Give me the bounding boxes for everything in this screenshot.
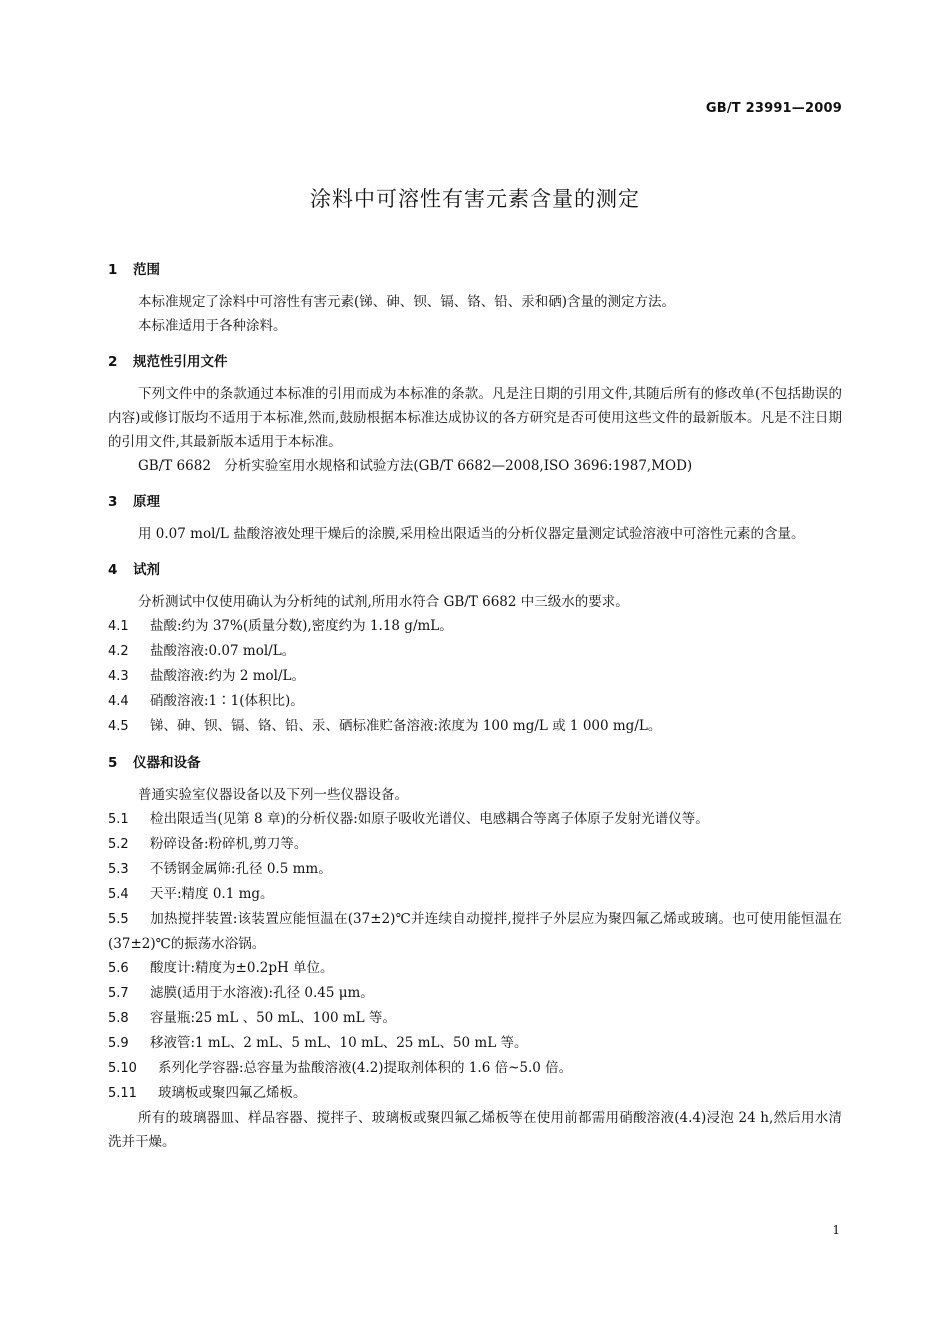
section-number: 4 xyxy=(108,562,118,578)
list-item xyxy=(108,907,842,956)
section-1-heading xyxy=(108,258,842,282)
document-body xyxy=(108,258,842,1154)
section-title: 原理 xyxy=(133,494,160,510)
paragraph: 普通实验室仪器设备以及下列一些仪器设备。 xyxy=(138,787,408,803)
list-item xyxy=(108,956,842,981)
section-2-heading xyxy=(108,350,842,374)
paragraph: 本标准规定了涂料中可溶性有害元素(锑、砷、钡、镉、铬、铅、汞和硒)含量的测定方法。 xyxy=(138,294,676,310)
item-number: 4.2 xyxy=(108,644,129,659)
item-number: 5.8 xyxy=(108,1011,129,1026)
list-item xyxy=(108,614,842,639)
item-number: 5.6 xyxy=(108,961,129,976)
item-number: 4.1 xyxy=(108,619,129,634)
list-item xyxy=(108,882,842,907)
item-number: 4.4 xyxy=(108,694,129,709)
section-5-heading xyxy=(108,751,842,775)
item-text: 移液管:1 mL、2 mL、5 mL、10 mL、25 mL、50 mL 等。 xyxy=(150,1035,528,1051)
item-text: 加热搅拌装置:该装置应能恒温在(37±2)℃并连续自动搅拌,搅拌子外层应为聚四氟乙烯或玻璃。也可使用能恒温在(37±2)℃的振荡水浴锅。 xyxy=(108,911,842,952)
list-item xyxy=(108,664,842,689)
item-text: 酸度计:精度为±0.2pH 单位。 xyxy=(150,960,334,976)
item-text: 锑、砷、钡、镉、铬、铅、汞、硒标准贮备溶液:浓度为 100 mg/L 或 1 000 mg/L。 xyxy=(150,718,662,734)
item-number: 5.4 xyxy=(108,887,129,902)
item-number: 4.3 xyxy=(108,669,129,684)
item-number: 5.11 xyxy=(108,1086,137,1101)
list-item xyxy=(108,857,842,882)
list-item xyxy=(108,807,842,832)
section-title: 仪器和设备 xyxy=(133,755,201,771)
item-text: 粉碎设备:粉碎机,剪刀等。 xyxy=(150,836,308,852)
paragraph: 用 0.07 mol/L 盐酸溶液处理干燥后的涂膜,采用检出限适当的分析仪器定量测定试验溶液中可溶性元素的含量。 xyxy=(138,526,805,542)
item-number: 5.10 xyxy=(108,1061,137,1076)
item-number: 5.7 xyxy=(108,986,129,1001)
list-item xyxy=(108,832,842,857)
standard-code: GB/T 23991—2009 xyxy=(705,101,842,116)
page-number: 1 xyxy=(832,1223,840,1237)
item-number: 5.9 xyxy=(108,1036,129,1051)
list-item xyxy=(108,1081,842,1106)
item-text: 容量瓶:25 mL 、50 mL、100 mL 等。 xyxy=(150,1010,396,1026)
item-text: 检出限适当(见第 8 章)的分析仪器:如原子吸收光谱仪、电感耦合等离子体原子发射光谱仪等。 xyxy=(150,811,709,827)
list-item xyxy=(108,714,842,739)
list-item xyxy=(108,981,842,1006)
item-text: 硝酸溶液:1∶1(体积比)。 xyxy=(150,693,304,709)
section-4-heading xyxy=(108,558,842,582)
section-number: 1 xyxy=(108,262,118,278)
list-item xyxy=(108,1006,842,1031)
document-title: 涂料中可溶性有害元素含量的测定 xyxy=(310,187,640,211)
section-title: 试剂 xyxy=(133,562,160,578)
item-text: 盐酸溶液:约为 2 mol/L。 xyxy=(150,668,305,684)
item-text: 玻璃板或聚四氟乙烯板。 xyxy=(158,1085,307,1101)
paragraph: 所有的玻璃器皿、样品容器、搅拌子、玻璃板或聚四氟乙烯板等在使用前都需用硝酸溶液(4.4)浸泡 24 h,然后用水清洗并干燥。 xyxy=(108,1110,842,1150)
section-number: 2 xyxy=(108,354,118,370)
section-3-heading xyxy=(108,490,842,514)
list-item xyxy=(108,689,842,714)
item-text: 不锈钢金属筛:孔径 0.5 mm。 xyxy=(150,861,332,877)
section-title: 范围 xyxy=(133,262,160,278)
item-text: 盐酸溶液:0.07 mol/L。 xyxy=(150,643,296,659)
section-number: 5 xyxy=(108,755,118,771)
item-number: 5.1 xyxy=(108,812,129,827)
item-number: 4.5 xyxy=(108,719,129,734)
section-title: 规范性引用文件 xyxy=(133,354,228,370)
item-text: 滤膜(适用于水溶液):孔径 0.45 μm。 xyxy=(150,985,374,1001)
item-text: 天平:精度 0.1 mg。 xyxy=(150,886,274,902)
item-text: 盐酸:约为 37%(质量分数),密度约为 1.18 g/mL。 xyxy=(150,618,453,634)
normative-reference: GB/T 6682 分析实验室用水规格和试验方法(GB/T 6682—2008,ISO 3696:1987,MOD) xyxy=(138,458,693,474)
list-item xyxy=(108,1031,842,1056)
item-number: 5.2 xyxy=(108,837,129,852)
list-item xyxy=(108,639,842,664)
paragraph: 本标准适用于各种涂料。 xyxy=(138,318,287,334)
item-number: 5.3 xyxy=(108,862,129,877)
section-number: 3 xyxy=(108,494,118,510)
paragraph: 下列文件中的条款通过本标准的引用而成为本标准的条款。凡是注日期的引用文件,其随后所有的修改单(不包括勘误的内容)或修订版均不适用于本标准,然而,鼓励根据本标准达成协议的各方研究是否可使用这些文件的最新版本。凡是不注日期的引用文件,其最新版本适用于本标准。 xyxy=(108,386,842,450)
item-number: 5.5 xyxy=(108,912,129,927)
paragraph: 分析测试中仅使用确认为分析纯的试剂,所用水符合 GB/T 6682 中三级水的要求。 xyxy=(138,594,629,610)
item-text: 系列化学容器:总容量为盐酸溶液(4.2)提取剂体积的 1.6 倍~5.0 倍。 xyxy=(158,1060,573,1076)
list-item xyxy=(108,1056,842,1081)
